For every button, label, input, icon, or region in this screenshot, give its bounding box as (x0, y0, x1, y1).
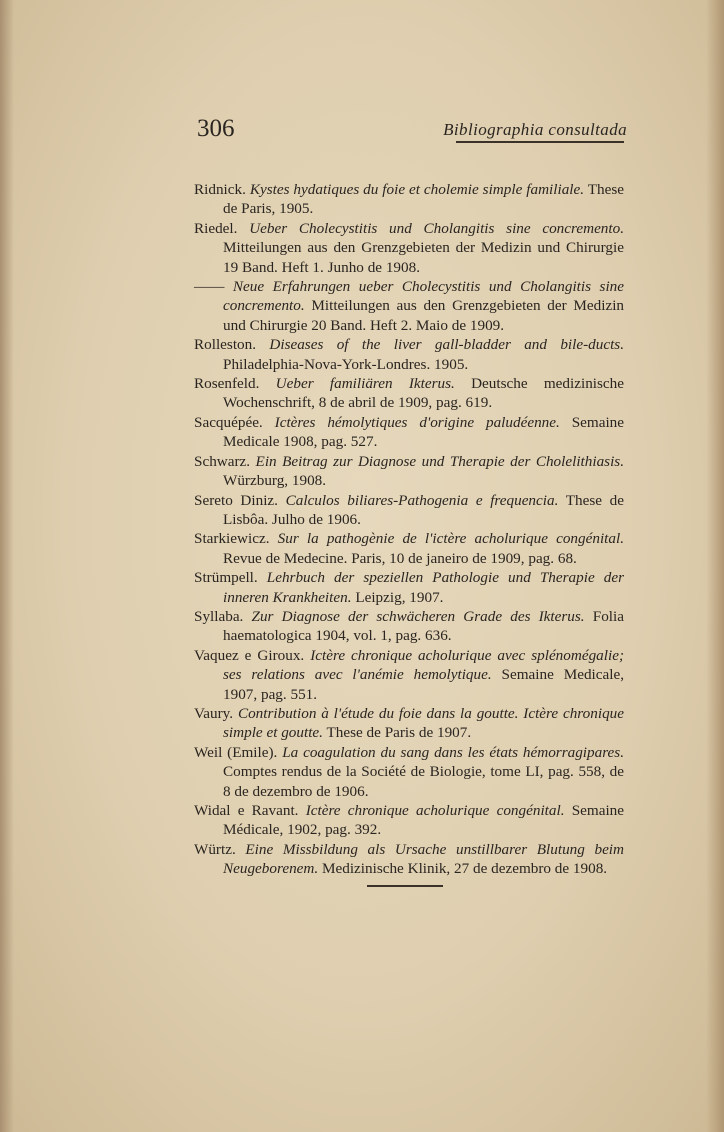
bibliography-entry (194, 743, 624, 801)
entry-author: —— (194, 278, 225, 296)
entry-details: Semaine Médicale, 1902, pag. 392. (223, 802, 625, 839)
running-head: Bibliographia consultada (443, 120, 627, 139)
entry-title: Ictères hémolytiques d'origine paludéenne. (274, 413, 560, 431)
entry-title: Diseases of the liver gall-bladder and bile-ducts. (269, 336, 625, 354)
entry-author: Sereto Diniz. (194, 491, 278, 509)
entry-details: Philadelphia-Nova-York-Londres. 1905. (223, 355, 469, 373)
entry-title: Ueber familiären Ikterus. (275, 375, 455, 393)
page-edge-shadow-right (706, 0, 724, 1132)
entry-details: These de Lisbôa. Julho de 1906. (223, 491, 624, 528)
bibliography-entry (194, 607, 624, 646)
entry-author: Sacquépée. (194, 413, 263, 431)
bibliography-entry (194, 452, 624, 491)
entry-author: Starkiewicz. (194, 530, 270, 548)
entry-author: Strümpell. (194, 569, 258, 587)
entry-title: Ictère chronique acholurique avec splénomégalie; ses relations avec l'anémie hemolytique. (223, 646, 625, 684)
entry-details: Deutsche medizinische Wochenschrift, 8 de abril de 1909, pag. 619. (223, 375, 624, 412)
entry-details: These de Paris de 1907. (326, 724, 472, 742)
entry-details: Semaine Medicale, 1907, pag. 551. (223, 666, 624, 703)
bibliography-entry (194, 219, 624, 277)
entry-details: Revue de Medecine. Paris, 10 de janeiro de 1909, pag. 68. (223, 549, 577, 567)
bibliography-entry (194, 529, 624, 568)
entry-author: Ridnick. (194, 181, 246, 198)
bibliography-entry (194, 491, 624, 530)
entry-title: Ein Beitrag zur Diagnose und Therapie der Cholelithiasis. (255, 452, 624, 470)
entry-title: Ueber Cholecystitis und Cholangitis sine concremento. (249, 219, 625, 237)
entry-author: Rolleston. (194, 336, 257, 354)
entry-author: Schwarz. (194, 452, 251, 470)
page-number: 306 (197, 115, 235, 142)
entry-details: Würzburg, 1908. (223, 472, 327, 490)
entry-author: Syllaba. (194, 607, 244, 625)
entry-title: Lehrbuch der speziellen Pathologie und Therapie der inneren Krankheiten. (223, 569, 624, 606)
header-rule (456, 141, 624, 143)
bibliography-entry (194, 180, 624, 219)
entry-title: La coagulation du sang dans les états hémorragipares. (282, 743, 624, 761)
bibliography-entry (194, 704, 624, 743)
entry-title: Calculos biliares-Pathogenia e frequencia. (285, 491, 559, 509)
bibliography-entry (194, 277, 624, 335)
entry-author: Widal e Ravant. (194, 802, 299, 819)
entry-author: Würtz. (194, 840, 236, 858)
entry-title: Ictère chronique acholurique congénital. (305, 802, 565, 819)
bibliography-entry (194, 568, 624, 607)
bibliography-entry (194, 374, 624, 413)
entry-author: Vaquez e Giroux. (194, 646, 305, 664)
entry-title: Contribution à l'étude du foie dans la goutte. Ictère chronique simple et goutte. (223, 704, 624, 742)
entry-details: Mitteilungen aus den Grenzgebieten der Medizin und Chirurgie 20 Band. Heft 2. Maio de 1909. (223, 297, 625, 334)
bibliography-list (194, 180, 624, 879)
entry-details: These de Paris, 1905. (223, 181, 625, 218)
entry-details: Semaine Medicale 1908, pag. 527. (223, 413, 625, 451)
bibliography-entry (194, 801, 624, 840)
end-rule (367, 885, 443, 887)
bibliography-entry (194, 840, 624, 879)
entry-author: Rosenfeld. (194, 375, 260, 393)
entry-title: Zur Diagnose der schwächeren Grade des Ikterus. (251, 607, 585, 625)
entry-details: Folia haematologica 1904, vol. 1, pag. 636. (223, 607, 624, 645)
bibliography-entry (194, 413, 624, 452)
entry-author: Vaury. (194, 704, 234, 722)
entry-title: Sur la pathogènie de l'ictère acholurique congénital. (277, 530, 624, 548)
page-edge-shadow-left (0, 0, 14, 1132)
bibliography-entry (194, 646, 624, 704)
bibliography-entry (194, 335, 624, 374)
entry-title: Eine Missbildung als Ursache unstillbarer Blutung beim Neugeborenem. (223, 840, 624, 878)
entry-details: Comptes rendus de la Société de Biologie, tome LI, pag. 558, de 8 de dezembro de 1906. (223, 763, 624, 800)
entry-details: Leipzig, 1907. (355, 588, 444, 606)
entry-author: Riedel. (194, 219, 238, 237)
entry-title: Neue Erfahrungen ueber Cholecystitis und Cholangitis sine concremento. (223, 278, 625, 315)
entry-title: Kystes hydatiques du foie et cholemie simple familiale. (249, 181, 585, 198)
entry-details: Mitteilungen aus den Grenzgebieten der Medizin und Chirurgie 19 Band. Heft 1. Junho de 1908. (223, 239, 624, 276)
entry-author: Weil (Emile). (194, 743, 278, 761)
entry-details: Medizinische Klinik, 27 de dezembro de 1908. (321, 860, 608, 878)
